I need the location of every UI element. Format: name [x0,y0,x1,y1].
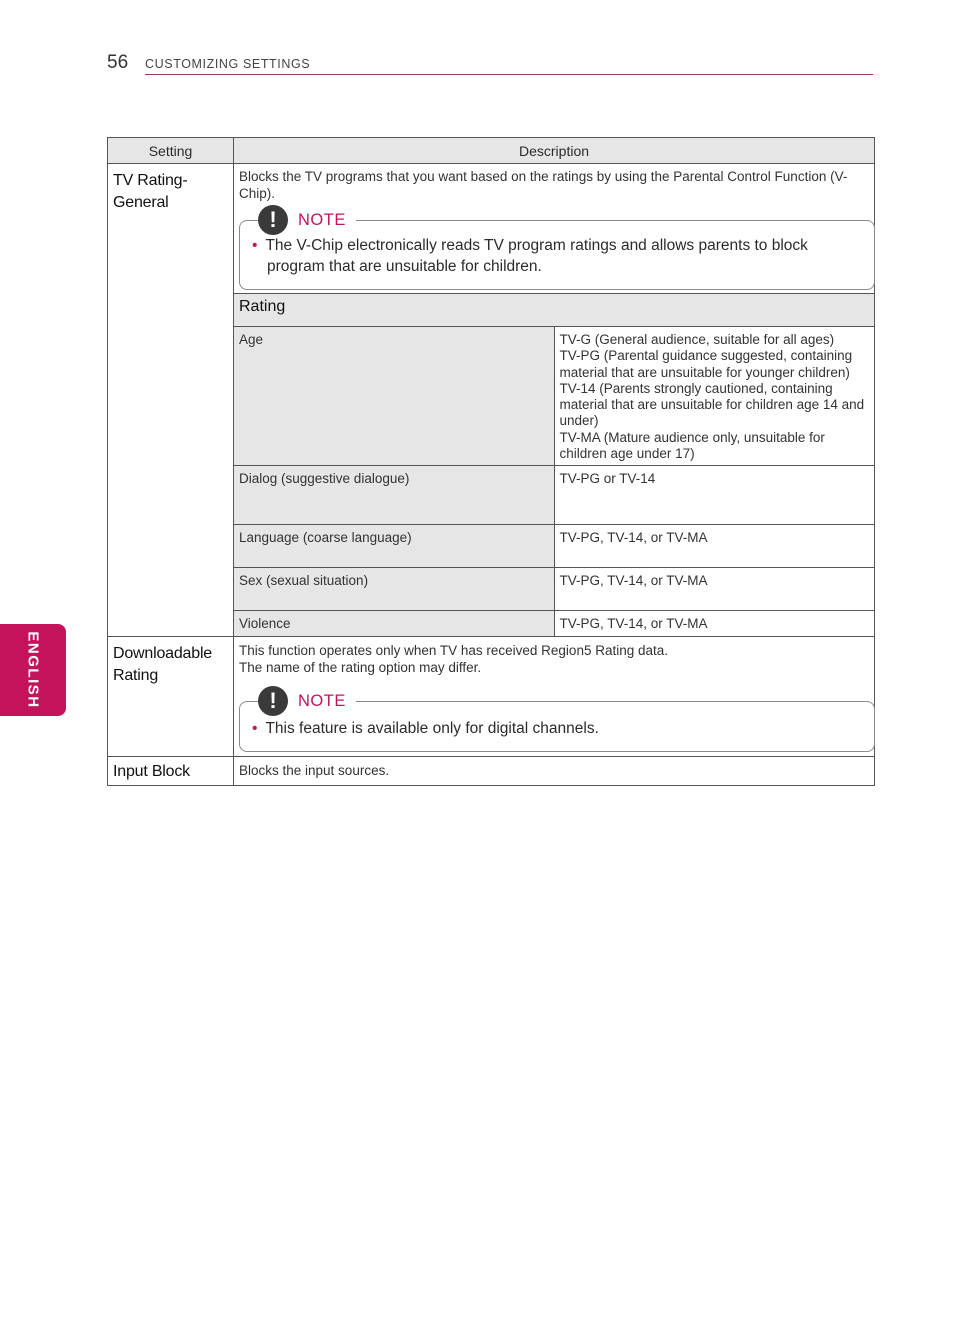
rating-value: TV-PG, TV-14, or TV-MA [554,525,874,568]
note-box [239,207,875,290]
setting-name-line: Downloadable [113,645,213,663]
table-row-tv-rating [108,164,875,637]
setting-name-line: General [113,194,169,211]
rating-label: Dialog (suggestive dialogue) [234,466,554,525]
settings-table [107,137,875,786]
bullet-icon: • [252,720,258,738]
rating-value: TV-PG, TV-14, or TV-MA [554,568,874,611]
setting-name-line: TV Rating- [113,172,188,189]
rating-value-line: TV-MA (Mature audience only, unsuitable for children age under 17) [559,429,825,462]
note-text: The V-Chip electronically reads TV program ratings and allows parents to block [265,237,808,254]
rating-label: Language (coarse language) [234,525,554,568]
language-tab [0,624,66,716]
exclamation-icon: ! [258,686,288,716]
rating-label: Sex (sexual situation) [234,568,554,611]
note-text: This feature is available only for digital channels. [265,720,599,738]
rating-value [554,327,874,466]
rating-label: Violence [234,611,554,637]
description-line: The name of the rating option may differ. [239,659,482,675]
rating-value: TV-PG or TV-14 [554,466,874,525]
description-line: This function operates only when TV has received Region5 Rating data. [239,643,669,659]
table-row-input-block [108,757,875,786]
rating-value-line: TV-PG (Parental guidance suggested, containing material that are unsuitable for younger children) [559,348,853,380]
note-text: program that are unsuitable for children. [267,258,542,275]
rating-title: Rating [234,294,874,327]
column-header-setting: Setting [108,138,234,164]
rating-value-line: TV-14 (Parents strongly cautioned, containing material that are unsuitable for children age 14 and under) [559,380,865,429]
language-tab-label: ENGLISH [24,631,42,709]
bullet-icon: • [252,237,258,254]
column-header-description: Description [234,138,875,164]
note-box [239,688,875,752]
table-row-downloadable-rating [108,637,875,757]
setting-name-downloadable-rating [108,637,234,757]
note-body [252,235,860,277]
rating-row-language [234,525,874,568]
note-body [252,718,860,739]
note-heading [258,686,356,716]
rating-value: TV-PG, TV-14, or TV-MA [554,611,874,637]
setting-name-line: Rating [113,667,159,685]
section-title: CUSTOMIZING SETTINGS [145,57,311,71]
setting-name-input-block: Input Block [108,757,234,786]
note-label: NOTE [298,211,346,229]
rating-row-violence [234,611,874,637]
description-cell-tv-rating [234,164,875,637]
input-block-description: Blocks the input sources. [239,763,390,779]
description-cell-input-block [234,757,875,786]
rating-table [234,293,874,636]
exclamation-icon: ! [258,205,288,235]
tv-rating-description: Blocks the TV programs that you want based on the ratings by using the Parental Control Function (V-Chip). [239,169,848,201]
rating-row-sex [234,568,874,611]
description-cell-downloadable [234,637,875,757]
note-heading [258,205,356,235]
rating-row-age [234,327,874,466]
rating-label: Age [234,327,554,466]
rating-row-dialog [234,466,874,525]
table-header-row [108,138,875,164]
header-rule [145,74,873,75]
rating-value-line: TV-G (General audience, suitable for all ages) [559,332,835,347]
downloadable-description [234,637,874,676]
setting-name-tv-rating [108,164,234,637]
note-label: NOTE [298,692,346,711]
page-number: 56 [107,52,129,73]
page-header [107,50,873,76]
